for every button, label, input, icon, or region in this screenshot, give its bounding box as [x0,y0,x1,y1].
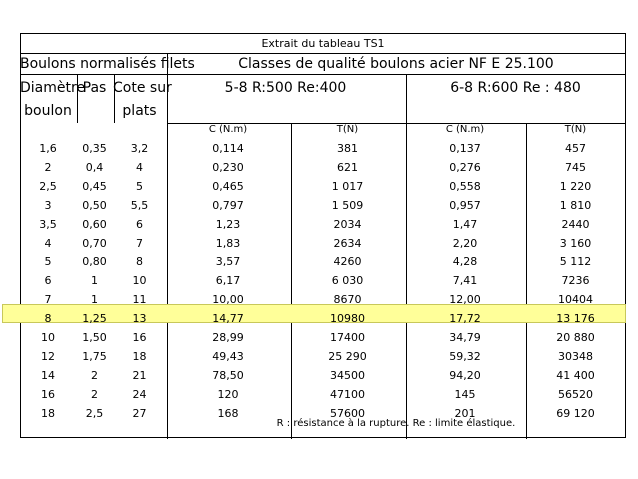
cell-cote: 3,2 [130,142,149,155]
cell-c1: 10,00 [212,293,244,307]
header-boulons: Boulons normalisés filets [20,56,195,72]
cell-cote: 5 [136,179,143,193]
cell-pas: 1 [91,274,98,288]
cell-t2: 13 176 [556,312,595,326]
cell-c2: 12,00 [449,293,481,307]
cell-t1: 4260 [333,255,362,269]
cell-t1: 47100 [330,387,365,401]
cell-diametre: 3 [44,198,52,212]
subheader-c1: C (N.m) [208,124,248,135]
cell-t1: 1 017 [331,179,364,193]
header-classes: Classes de qualité boulons acier NF E 25.100 [238,56,554,72]
cell-c2: 59,32 [449,349,481,363]
cell-pas: 2 [91,368,98,382]
cell-t1: 621 [337,160,358,174]
cell-t1: 10980 [330,312,365,326]
cell-t1: 381 [337,142,358,155]
cell-c1: 49,43 [212,349,244,363]
cell-c1: 28,99 [212,331,244,344]
cell-c1: 0,465 [212,179,244,193]
cell-pas: 0,50 [82,198,107,212]
cell-diametre: 18 [41,406,55,420]
cell-cote: 16 [132,331,147,344]
cell-t1: 34500 [330,368,365,382]
cell-diametre: 14 [41,368,55,382]
cell-cote: 4 [136,160,143,174]
table-title: Extrait du tableau TS1 [261,37,385,50]
cell-c1: 3,57 [215,255,241,269]
cell-t2: 56520 [558,387,593,401]
cell-c2: 17,72 [449,312,481,326]
cell-diametre: 7 [44,293,52,307]
cell-c2: 0,276 [449,160,481,174]
cell-diametre: 2 [44,160,52,174]
cell-pas: 1 [91,293,98,307]
cell-c1: 0,114 [212,142,244,155]
cell-pas: 0,35 [82,142,107,155]
header-cote-2: plats [122,103,157,119]
cell-diametre: 10 [41,331,55,344]
cell-c2: 0,957 [449,198,481,212]
cell-t2: 7236 [561,274,590,288]
cell-t2: 1 810 [559,198,592,212]
cell-t2: 457 [565,142,586,155]
cell-diametre: 3,5 [39,217,57,231]
cell-cote: 21 [132,368,147,382]
cell-t2: 20 880 [556,331,595,344]
header-diametre-2: boulon [24,103,72,119]
cell-c1: 0,797 [212,198,244,212]
cell-pas: 2,5 [85,406,104,420]
cell-t1: 1 509 [331,198,364,212]
cell-t2: 745 [565,160,586,174]
cell-cote: 27 [132,406,147,420]
header-cote: Cote sur [113,80,172,96]
cell-c1: 1,23 [215,217,241,231]
cell-cote: 6 [136,217,143,231]
cell-t1: 6 030 [331,274,364,288]
cell-pas: 0,60 [82,217,107,231]
cell-pas: 2 [91,387,98,401]
cell-c1: 168 [217,406,239,420]
cell-c2: 0,558 [449,179,481,193]
cell-pas: 1,50 [82,331,107,344]
cell-pas: 0,80 [82,255,107,269]
cell-c1: 14,77 [212,312,244,326]
divider [21,53,625,54]
cell-c2: 34,79 [449,331,481,344]
cell-c1: 78,50 [212,368,244,382]
cell-t1: 8670 [333,293,362,307]
cell-diametre: 12 [41,349,55,363]
footer-note: R : résistance à la rupture. Re : limite élastique. [276,418,516,429]
header-pas: Pas [82,80,107,96]
cell-c2: 4,28 [452,255,478,269]
cell-pas: 0,45 [82,179,107,193]
cell-pas: 1,25 [82,312,107,326]
cell-diametre: 8 [44,312,52,326]
header-diametre: Diamètre [20,80,86,96]
cell-t2: 5 112 [559,255,592,269]
cell-c1: 6,17 [215,274,241,288]
cell-diametre: 6 [44,274,52,288]
cell-pas: 0,70 [82,236,107,250]
cell-cote: 11 [132,293,147,307]
cell-cote: 24 [132,387,147,401]
cell-cote: 13 [132,312,147,326]
cell-t2: 69 120 [556,406,595,420]
cell-c2: 201 [454,406,476,420]
cell-t1: 2634 [333,236,362,250]
cell-cote: 8 [136,255,143,269]
cell-t1: 17400 [330,331,365,344]
cell-t2: 41 400 [556,368,595,382]
cell-pas: 1,75 [82,349,107,363]
header-grade-2: 6-8 R:600 Re : 480 [450,80,581,96]
cell-c1: 0,230 [212,160,244,174]
cell-pas: 0,4 [85,160,104,174]
cell-t1: 57600 [330,406,365,420]
cell-c2: 0,137 [449,142,481,155]
cell-diametre: 2,5 [39,179,57,193]
cell-t1: 2034 [333,217,362,231]
cell-c2: 2,20 [452,236,478,250]
cell-t2: 1 220 [559,179,592,193]
subheader-c2: C (N.m) [445,124,485,135]
cell-c2: 7,41 [452,274,478,288]
cell-diametre: 1,6 [39,142,57,155]
divider [21,74,625,75]
cell-cote: 5,5 [130,198,149,212]
cell-cote: 18 [132,349,147,363]
cell-c2: 94,20 [449,368,481,382]
cell-diametre: 5 [44,255,52,269]
cell-c1: 120 [217,387,239,401]
cell-t2: 3 160 [559,236,592,250]
cell-t2: 30348 [558,349,593,363]
cell-cote: 7 [136,236,143,250]
cell-t2: 10404 [558,293,593,307]
cell-c2: 1,47 [452,217,478,231]
cell-cote: 10 [132,274,147,288]
cell-diametre: 4 [44,236,52,250]
cell-c2: 145 [454,387,476,401]
cell-c1: 1,83 [215,236,241,250]
cell-diametre: 16 [41,387,55,401]
subheader-t1: T(N) [336,124,359,135]
header-grade-1: 5-8 R:500 Re:400 [224,80,347,96]
cell-t1: 25 290 [328,349,367,363]
subheader-t2: T(N) [564,124,587,135]
cell-t2: 2440 [561,217,590,231]
